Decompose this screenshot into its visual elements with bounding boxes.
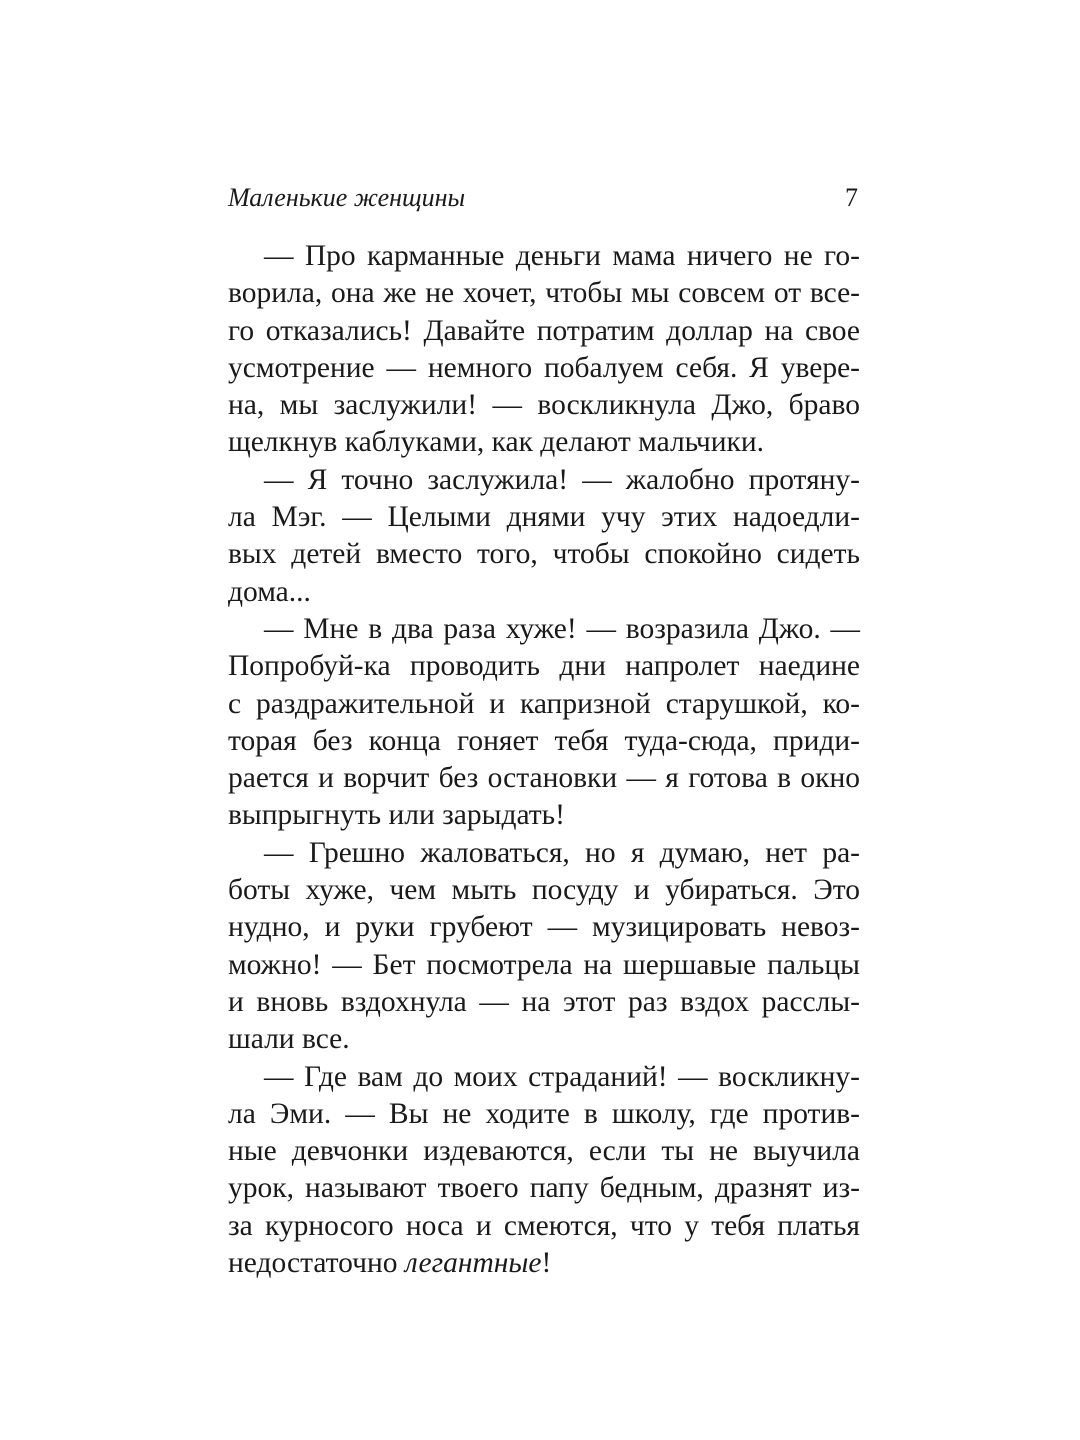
text-segment: недостаточно [228,1247,405,1280]
text-line: го отказались! Давайте потратим доллар на свое [228,314,860,347]
text-line: вых детей вместо того, чтобы спокойно сидеть [228,538,860,571]
italic-emphasis: легантные [404,1247,542,1280]
text-line: ла Мэг. — Целыми днями учу этих надоедли- [228,501,860,534]
text-line: торая без конца гоняет тебя туда-сюда, приди- [228,724,860,757]
page-number: 7 [845,183,858,212]
text-line: дома... [228,575,311,608]
text-line: на, мы заслужили! — воскликнула Джо, браво [228,389,860,422]
text-line: выпрыгнуть или зарыдать! [228,799,565,832]
text-line: и вновь вздохнула — на этот раз вздох расслы- [228,985,860,1018]
text-line: урок, называют твоего папу бедным, дразнят из- [228,1172,860,1205]
text-segment: ! [541,1247,552,1280]
text-line: ворила, она же не хочет, чтобы мы совсем от все- [228,277,860,310]
text-line: ла Эми. — Вы не ходите в школу, где против- [228,1097,860,1130]
text-line: можно! — Бет посмотрела на шершавые пальцы [228,948,860,981]
running-head [228,180,858,220]
text-line: боты хуже, чем мыть посуду и убираться. Это [228,874,860,907]
text-line: за курносого носа и смеются, что у тебя платья [228,1209,860,1242]
text-line: — Где вам до моих страданий! — воскликну- [264,1060,860,1093]
text-line-final [228,1245,860,1282]
text-line: щелкнув каблуками, как делают мальчики. [228,426,764,459]
text-line: Попробуй-ка проводить дни напролет наедине [228,650,860,683]
text-line: ные девчонки издеваются, если ты не выучила [228,1135,860,1168]
text-line: усмотрение — немного побалуем себя. Я увере- [228,351,860,384]
text-line: — Я точно заслужила! — жалобно протяну- [264,463,860,496]
text-line: — Мне в два раза хуже! — возразила Джо. — [264,612,860,645]
text-line: рается и ворчит без остановки — я готова в окно [228,762,860,795]
text-line: — Грешно жаловаться, но я думаю, нет ра- [264,836,860,869]
text-line: — Про карманные деньги мама ничего не го- [264,240,860,272]
text-line: с раздражительной и капризной старушкой, ко- [228,687,860,720]
body-text [228,238,860,1282]
book-title: Маленькие женщины [228,183,466,212]
text-line: нудно, и руки грубеют — музицировать невоз- [228,911,860,944]
text-line: шали все. [228,1023,350,1056]
